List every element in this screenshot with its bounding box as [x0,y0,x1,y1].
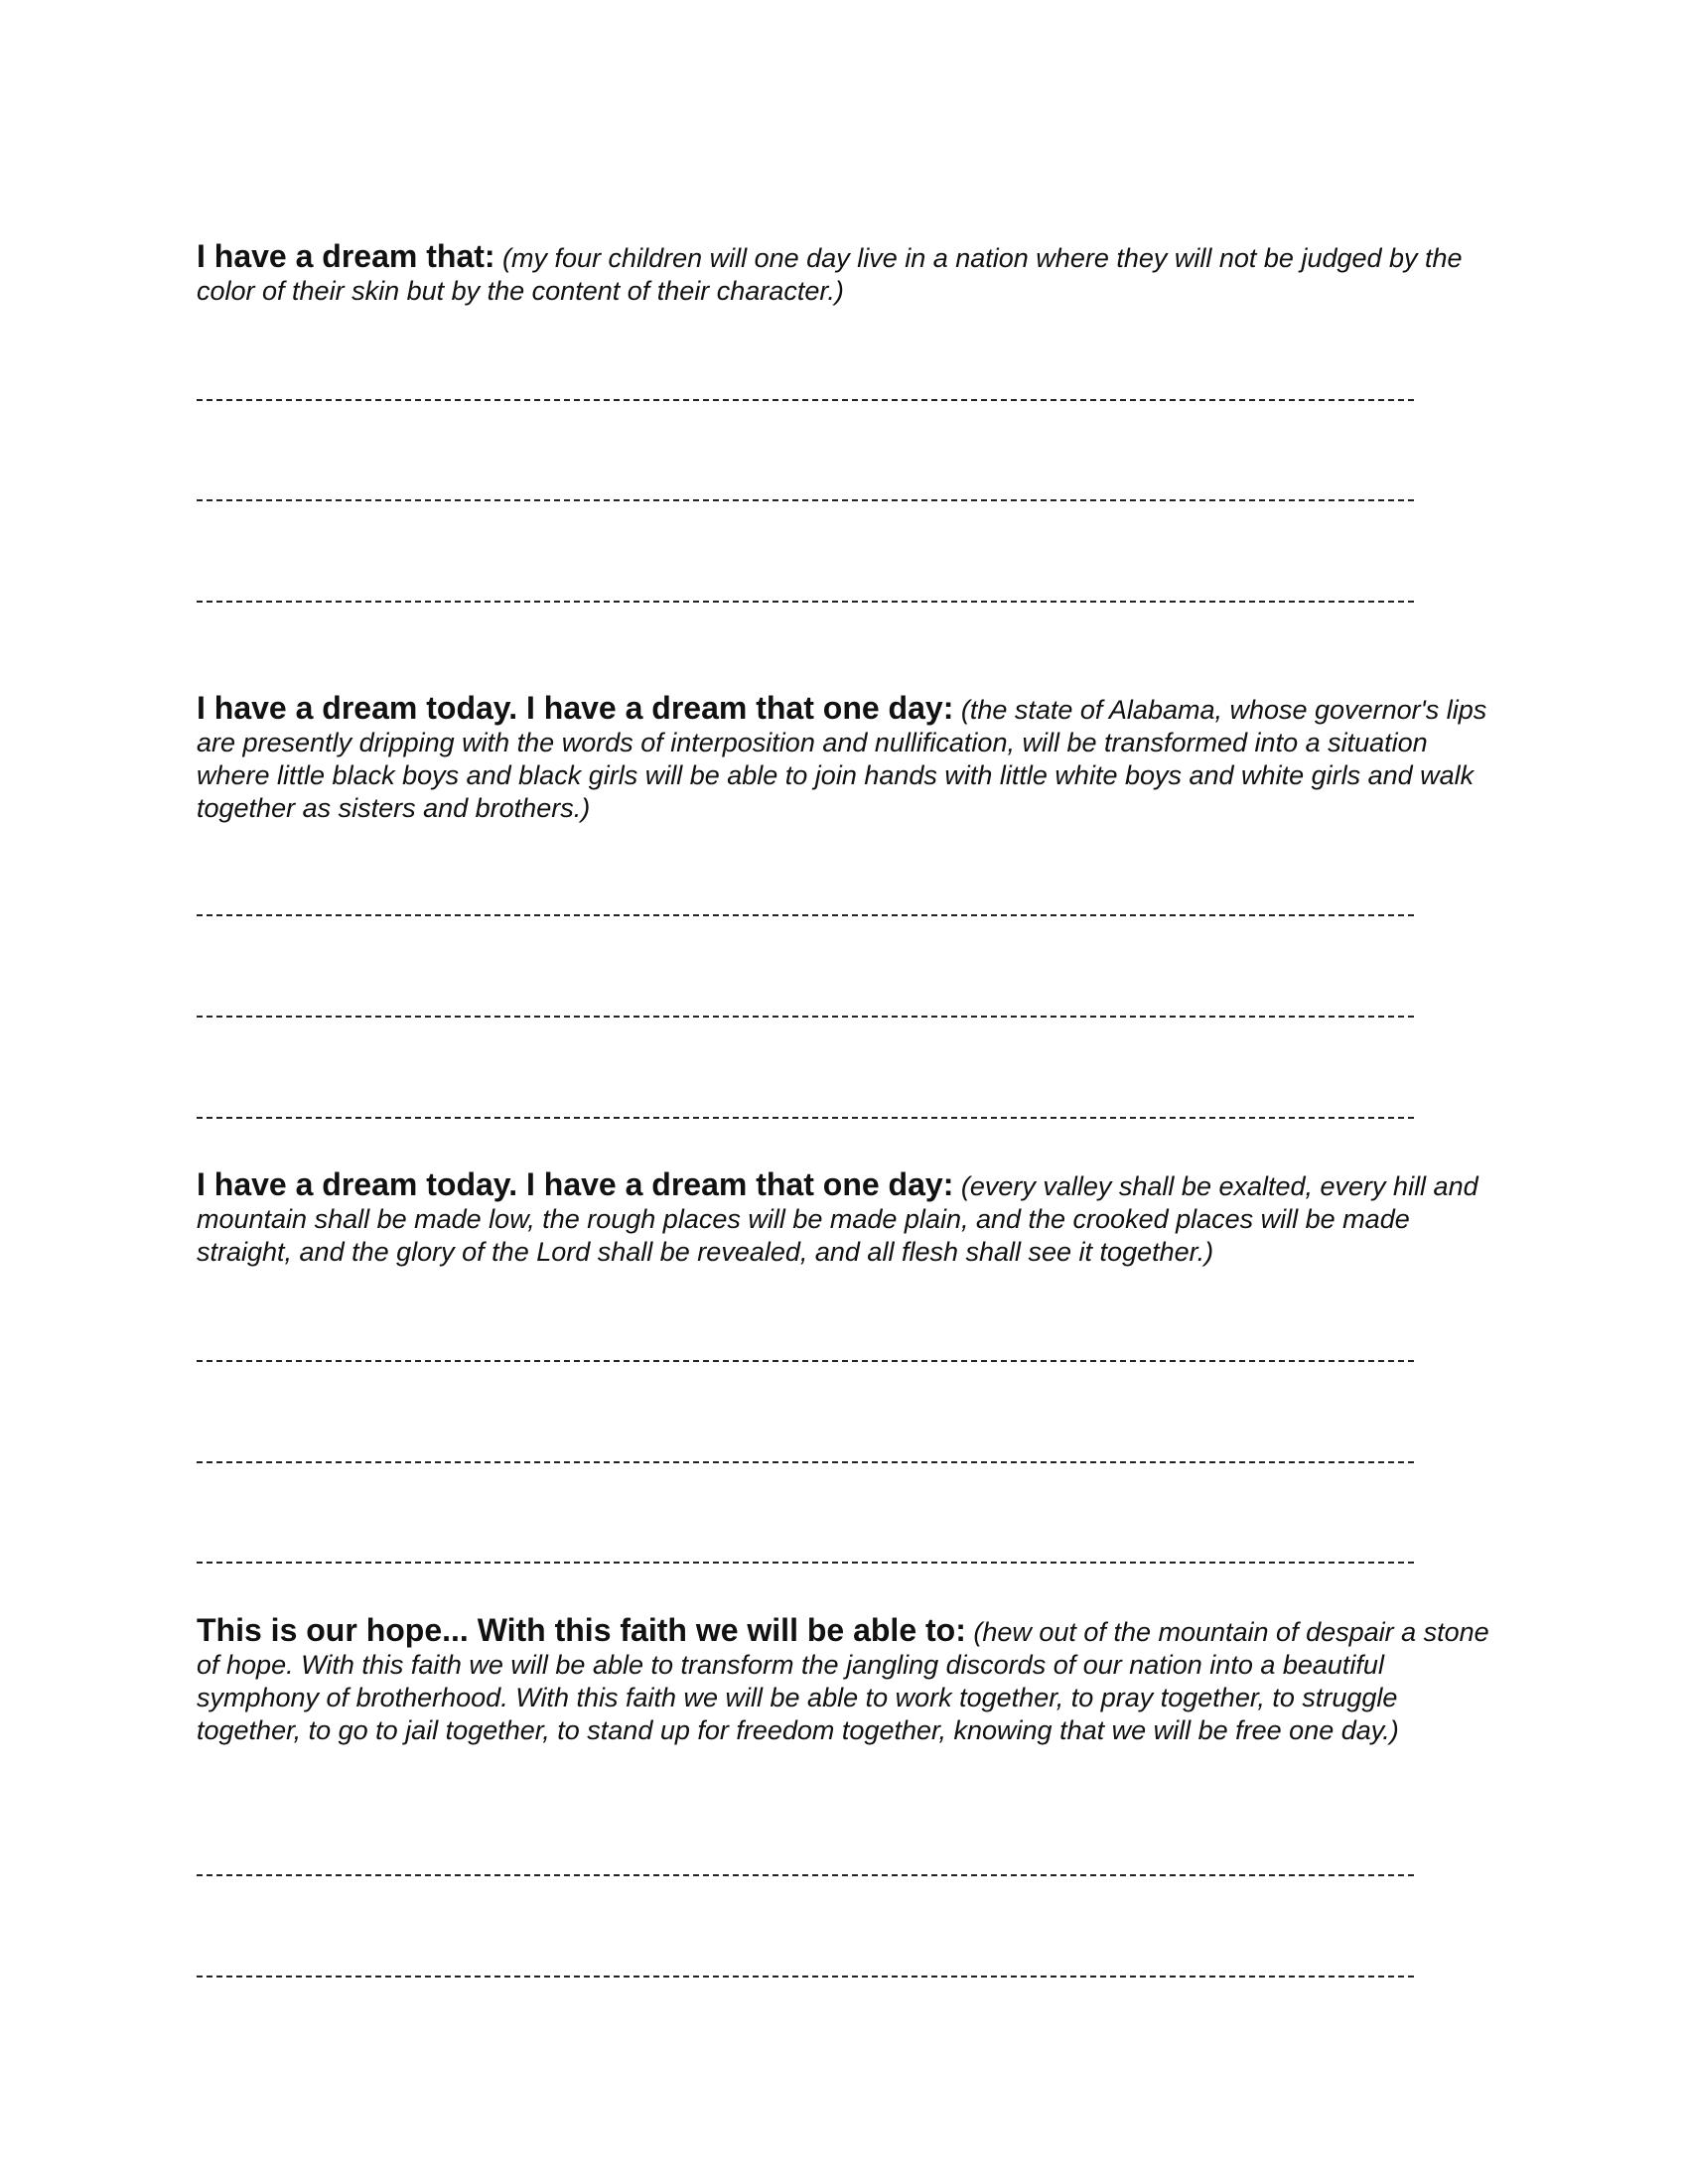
prompt-quote-3: (every valley shall be exalted, every hill and mountain shall be made low, the rough places will be made plain, and the crooked places will be made straight, and the glory of the Lord shall be revealed, and all flesh shall see it together.) [197,1171,1478,1267]
prompt-text-2 [197,692,1497,825]
answer-line[interactable] [197,1461,1414,1463]
answer-line[interactable] [197,601,1414,603]
answer-line[interactable] [197,1976,1414,1978]
prompt-section-1 [197,240,1497,308]
prompt-lead-4: This is our hope... With this faith we will be able to: [197,1612,966,1648]
prompt-lead-3: I have a dream today. I have a dream that one day: [197,1166,954,1202]
prompt-section-4 [197,1614,1497,1747]
answer-line[interactable] [197,914,1414,916]
answer-line[interactable] [197,499,1414,501]
answer-line[interactable] [197,399,1414,401]
answer-line[interactable] [197,1016,1414,1018]
prompt-quote-4: (hew out of the mountain of despair a stone of hope. With this faith we will be able to transform the jangling discords of our nation into a beautiful symphony of brotherhood. With this faith we will be able to work together, to pray together, to struggle together, to go to jail together, to stand up for freedom together, knowing that we will be free one day.) [197,1617,1489,1745]
answer-line[interactable] [197,1562,1414,1564]
answer-line[interactable] [197,1117,1414,1119]
prompt-lead-2: I have a dream today. I have a dream that one day: [197,690,954,726]
prompt-text-1 [197,240,1497,308]
prompt-section-3 [197,1168,1497,1269]
answer-line[interactable] [197,1874,1414,1876]
prompt-section-2 [197,692,1497,825]
prompt-quote-1: (my four children will one day live in a nation where they will not be judged by the color of their skin but by the content of their character.) [197,243,1463,306]
prompt-quote-2: (the state of Alabama, whose governor's lips are presently dripping with the words of interposition and nullification, will be transformed into a situation where little black boys and black girls will be able to join hands with little white boys and white girls and walk together as sisters and brothers.) [197,695,1487,823]
answer-line[interactable] [197,1360,1414,1362]
prompt-text-3 [197,1168,1497,1269]
prompt-text-4 [197,1614,1497,1747]
prompt-lead-1: I have a dream that: [197,238,495,274]
